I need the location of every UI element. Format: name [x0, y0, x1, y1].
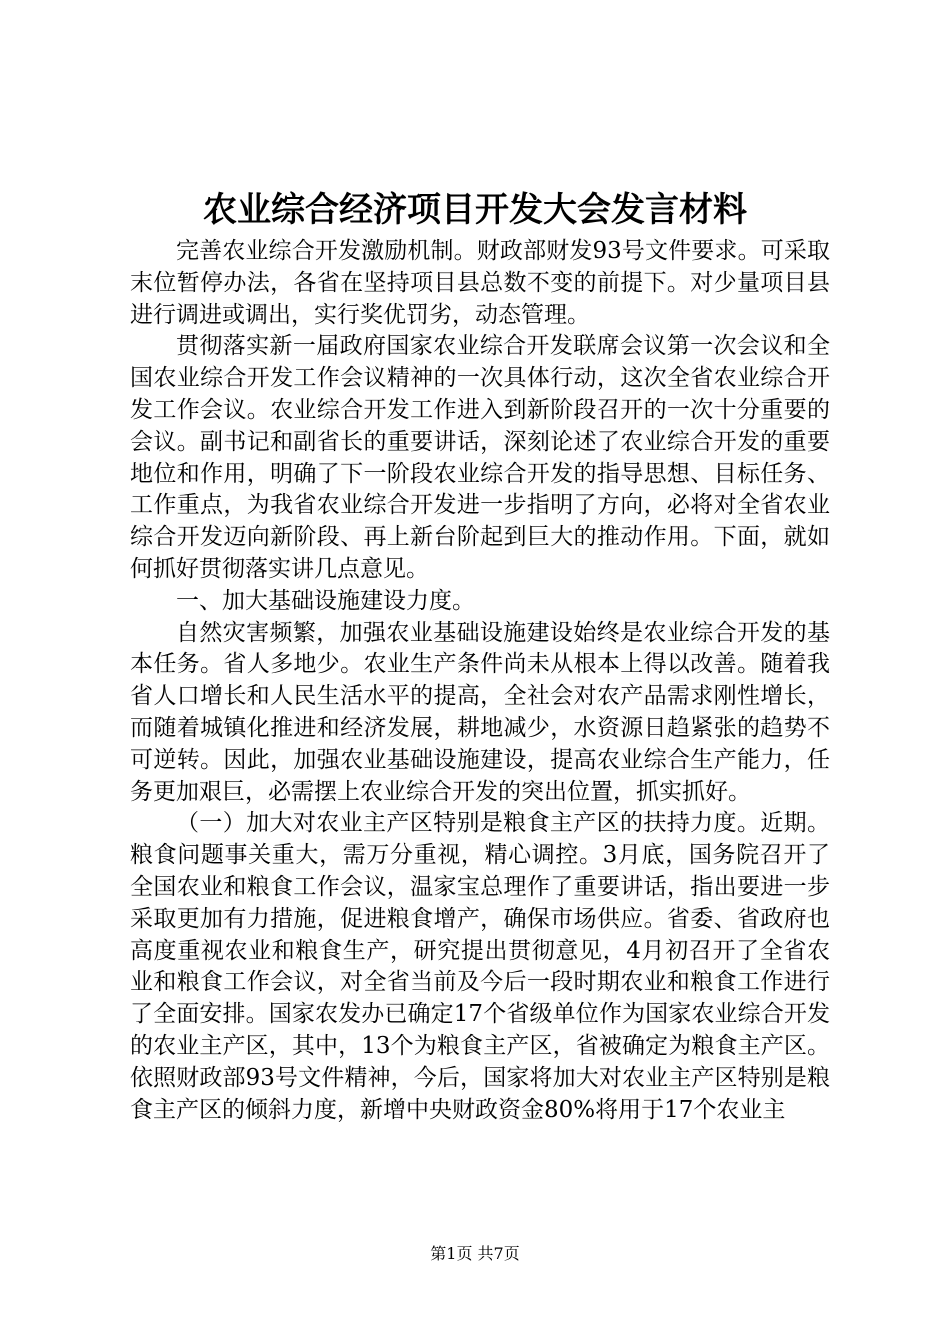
- section-heading: 一、加大基础设施建设力度。: [176, 587, 475, 614]
- paragraph: （一）加大对农业主产区特别是粮食主产区的扶持力度。近期。粮食问题事关重大，需万分重视，精心调控。3月底，国务院召开了全国农业和粮食工作会议，温家宝总理作了重要讲话，指出要进一步采取更加有力措施，促进粮食增产，确保市场供应。省委、省政府也高度重视农业和粮食生产，研究提出贯彻意见，4月初召开了全省农业和粮食工作会议，对全省当前及今后一段时期农业和粮食工作进行了全面安排。国家农发办已确定17个省级单位作为国家农业综合开发的农业主产区，其中，13个为粮食主产区，省被确定为粮食主产区。依照财政部93号文件精神，今后，国家将加大对农业主产区特别是粮食主产区的倾斜力度，新增中央财政资金80%将用于17个农业主: [130, 810, 830, 1123]
- paragraph: 贯彻落实新一届政府国家农业综合开发联席会议第一次会议和全国农业综合开发工作会议精神的一次具体行动，这次全省农业综合开发工作会议。农业综合开发工作进入到新阶段召开的一次十分重要的会议。副书记和副省长的重要讲话，深刻论述了农业综合开发的重要地位和作用，明确了下一阶段农业综合开发的指导思想、目标任务、工作重点，为我省农业综合开发进一步指明了方向，必将对全省农业综合开发迈向新阶段、再上新台阶起到巨大的推动作用。下面，就如何抓好贯彻落实讲几点意见。: [130, 333, 830, 582]
- document-title: 农业综合经济项目开发大会发言材料: [203, 190, 747, 230]
- page-number-footer: 第1页 共7页: [430, 1244, 520, 1263]
- paragraph: 完善农业综合开发激励机制。财政部财发93号文件要求。可采取末位暂停办法，各省在坚持项目县总数不变的前提下。对少量项目县进行调进或调出，实行奖优罚劣，动态管理。: [130, 238, 830, 328]
- paragraph: 自然灾害频繁，加强农业基础设施建设始终是农业综合开发的基本任务。省人多地少。农业生产条件尚未从根本上得以改善。随着我省人口增长和人民生活水平的提高，全社会对农产品需求刚性增长，而随着城镇化推进和经济发展，耕地减少，水资源日趋紧张的趋势不可逆转。因此，加强农业基础设施建设，提高农业综合生产能力，任务更加艰巨，必需摆上农业综合开发的突出位置，抓实抓好。: [130, 619, 830, 805]
- document-body: [130, 236, 830, 1126]
